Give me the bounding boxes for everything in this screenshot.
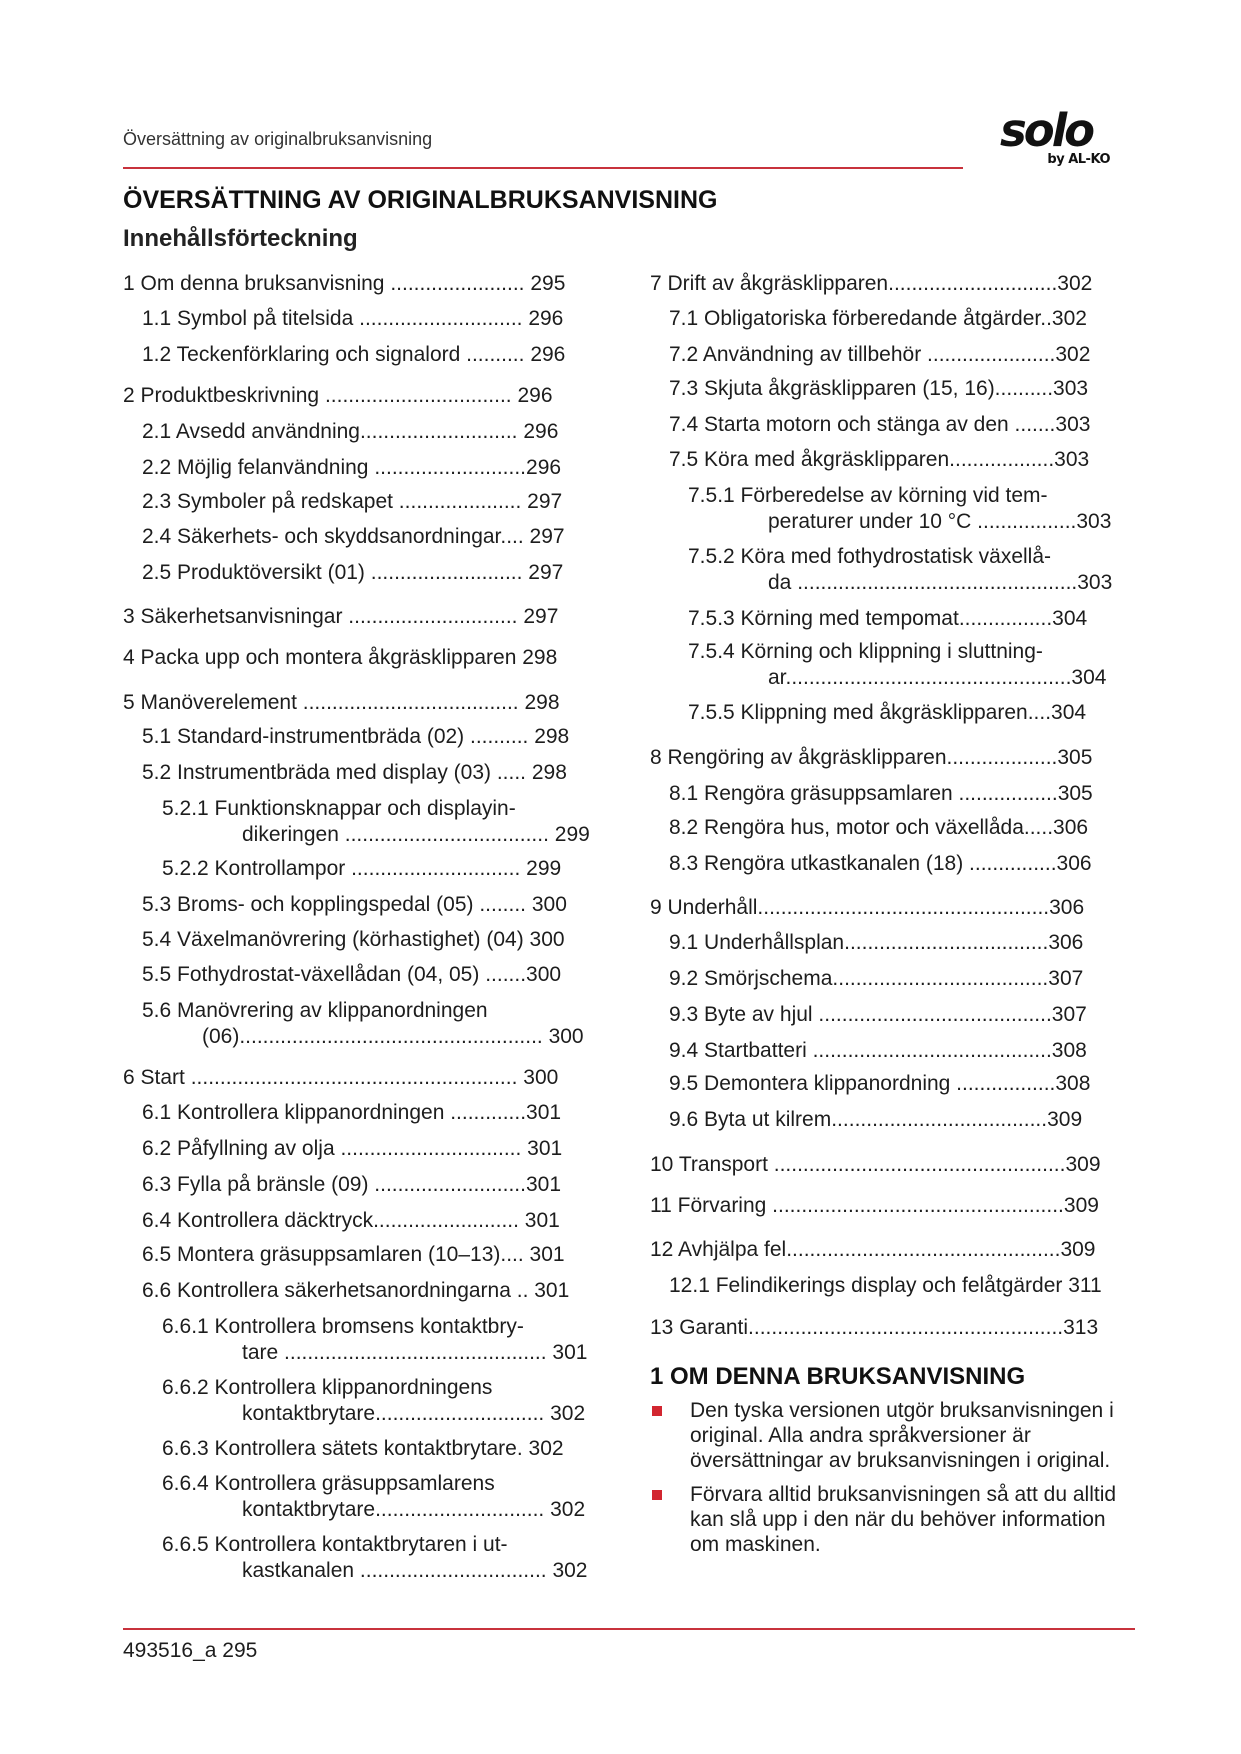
toc-entry[interactable]: 7 Drift av åkgräsklipparen.............................302 (650, 272, 1093, 295)
header-divider (123, 167, 963, 169)
toc-entry[interactable]: 1 Om denna bruksanvisning ....................... 295 (123, 272, 566, 295)
toc-entry[interactable]: 9.4 Startbatteri .........................................308 (669, 1039, 1087, 1062)
toc-entry[interactable]: 6.1 Kontrollera klippanordningen .............301 (142, 1101, 562, 1124)
page-title: ÖVERSÄTTNING AV ORIGINALBRUKSANVISNING (123, 186, 718, 214)
toc-entry[interactable]: 1.2 Teckenförklaring och signalord .......... 296 (142, 343, 566, 366)
toc-entry[interactable]: 10 Transport ..................................................309 (650, 1153, 1101, 1176)
toc-entry[interactable]: 4 Packa upp och montera åkgräsklipparen 298 (123, 646, 558, 669)
toc-entry[interactable]: 9.3 Byte av hjul ........................................307 (669, 1003, 1087, 1026)
toc-entry[interactable]: 1.1 Symbol på titelsida ............................ 296 (142, 307, 564, 330)
toc-entry[interactable]: 8.3 Rengöra utkastkanalen (18) ...............306 (669, 852, 1092, 875)
logo-subline: by AL-KO (1047, 152, 1110, 167)
toc-entry[interactable]: 3 Säkerhetsanvisningar ............................. 297 (123, 605, 559, 628)
toc-entry[interactable]: 5 Manöverelement ..................................... 298 (123, 691, 560, 714)
bullet-item: Förvara alltid bruksanvisningen så att du alltid kan slå upp i den när du behöver information om maskinen. (650, 1482, 1140, 1557)
toc-entry[interactable]: 7.5 Köra med åkgräsklipparen..................303 (669, 448, 1090, 471)
toc-entry[interactable]: 6.2 Påfyllning av olja ............................... 301 (142, 1137, 563, 1160)
toc-entry[interactable]: 7.1 Obligatoriska förberedande åtgärder..302 (669, 307, 1087, 330)
toc-entry[interactable]: 8 Rengöring av åkgräsklipparen...................305 (650, 746, 1093, 769)
toc-entry[interactable]: 6.6 Kontrollera säkerhetsanordningarna .. 301 (142, 1279, 570, 1302)
toc-entry[interactable]: 7.2 Användning av tillbehör ......................302 (669, 343, 1091, 366)
toc-entry[interactable]: 7.5.4 Körning och klippning i sluttning- ar.................................................304 (688, 640, 1107, 689)
toc-entry[interactable]: 6.6.3 Kontrollera sätets kontaktbrytare. 302 (162, 1437, 564, 1460)
toc-entry[interactable]: 12.1 Felindikerings display och felåtgärder 311 (669, 1274, 1102, 1297)
running-header: Översättning av originalbruksanvisning (123, 129, 433, 149)
toc-entry[interactable]: 5.2 Instrumentbräda med display (03) ..... 298 (142, 761, 567, 784)
toc-entry[interactable]: 9.1 Underhållsplan...................................306 (669, 931, 1084, 954)
toc-entry[interactable]: 2.1 Avsedd användning........................... 296 (142, 420, 559, 443)
toc-entry[interactable]: 5.2.2 Kontrollampor ............................. 299 (162, 857, 562, 880)
toc-entry[interactable]: 11 Förvaring ..................................................309 (650, 1194, 1099, 1217)
toc-entry[interactable]: 13 Garanti......................................................313 (650, 1316, 1099, 1339)
toc-entry[interactable]: 2 Produktbeskrivning ................................ 296 (123, 384, 553, 407)
toc-entry[interactable]: 12 Avhjälpa fel...............................................309 (650, 1238, 1096, 1261)
toc-entry[interactable]: 6.6.1 Kontrollera bromsens kontaktbry- tare ............................................. 301 (162, 1315, 588, 1364)
footer-page-ref: 493516_a 295 (123, 1639, 258, 1662)
section-heading: 1 OM DENNA BRUKSANVISNING (650, 1363, 1026, 1390)
toc-entry[interactable]: 7.5.3 Körning med tempomat................304 (688, 607, 1088, 630)
toc-entry[interactable]: 9.5 Demontera klippanordning .................308 (669, 1072, 1091, 1095)
toc-entry[interactable]: 5.1 Standard-instrumentbräda (02) .......... 298 (142, 725, 570, 748)
solo-logo (1000, 104, 1112, 172)
toc-entry[interactable]: 5.2.1 Funktionsknappar och displayin- dikeringen ................................... 299 (162, 797, 590, 846)
toc-entry[interactable]: 6.5 Montera gräsuppsamlaren (10–13).... 301 (142, 1243, 565, 1266)
footer-divider (123, 1628, 1135, 1630)
toc-entry[interactable]: 6.6.2 Kontrollera klippanordningens kontaktbrytare............................. 302 (162, 1376, 586, 1425)
toc-entry[interactable]: 9.6 Byta ut kilrem.....................................309 (669, 1108, 1083, 1131)
toc-entry[interactable]: 7.4 Starta motorn och stänga av den .......303 (669, 413, 1091, 436)
toc-entry[interactable]: 9 Underhåll..................................................306 (650, 896, 1085, 919)
toc-entry[interactable]: 6.3 Fylla på bränsle (09) ..........................301 (142, 1173, 562, 1196)
toc-entry[interactable]: 6.6.4 Kontrollera gräsuppsamlarens kontaktbrytare............................. 302 (162, 1472, 586, 1521)
toc-entry[interactable]: 2.4 Säkerhets- och skyddsanordningar.... 297 (142, 525, 565, 548)
toc-heading: Innehållsförteckning (123, 225, 358, 252)
toc-entry[interactable]: 9.2 Smörjschema.....................................307 (669, 967, 1084, 990)
toc-entry[interactable]: 5.4 Växelmanövrering (körhastighet) (04) 300 (142, 928, 565, 951)
toc-entry[interactable]: 2.3 Symboler på redskapet ..................... 297 (142, 490, 563, 513)
bullet-square-icon (652, 1490, 662, 1500)
toc-entry[interactable]: 5.5 Fothydrostat-växellådan (04, 05) .......300 (142, 963, 562, 986)
toc-entry[interactable]: 7.5.5 Klippning med åkgräsklipparen....304 (688, 701, 1087, 724)
bullet-item: Den tyska versionen utgör bruksanvisningen i original. Alla andra språkversioner är översättningar av bruksanvisningen i original. (650, 1398, 1140, 1473)
toc-entry[interactable]: 2.5 Produktöversikt (01) .......................... 297 (142, 561, 564, 584)
toc-entry[interactable]: 6.4 Kontrollera däcktryck......................... 301 (142, 1209, 560, 1232)
toc-entry[interactable]: 8.2 Rengöra hus, motor och växellåda.....306 (669, 816, 1089, 839)
bullet-square-icon (652, 1406, 662, 1416)
toc-entry[interactable]: 7.5.2 Köra med fothydrostatisk växellå- da ................................................303 (688, 545, 1113, 594)
toc-entry[interactable]: 2.2 Möjlig felanvändning ..........................296 (142, 456, 562, 479)
toc-entry[interactable]: 5.3 Broms- och kopplingspedal (05) ........ 300 (142, 893, 567, 916)
toc-entry[interactable]: 6 Start ........................................................ 300 (123, 1066, 559, 1089)
toc-entry[interactable]: 8.1 Rengöra gräsuppsamlaren .................305 (669, 782, 1093, 805)
toc-entry[interactable]: 7.5.1 Förberedelse av körning vid tem- peraturer under 10 °C .................303 (688, 484, 1112, 533)
toc-entry[interactable]: 7.3 Skjuta åkgräsklipparen (15, 16)..........303 (669, 377, 1089, 400)
logo-wordmark: solo (1000, 104, 1093, 157)
toc-entry[interactable]: 6.6.5 Kontrollera kontaktbrytaren i ut- kastkanalen ................................ 302 (162, 1533, 588, 1582)
toc-entry[interactable]: 5.6 Manövrering av klippanordningen (06).................................................... 300 (142, 999, 584, 1048)
